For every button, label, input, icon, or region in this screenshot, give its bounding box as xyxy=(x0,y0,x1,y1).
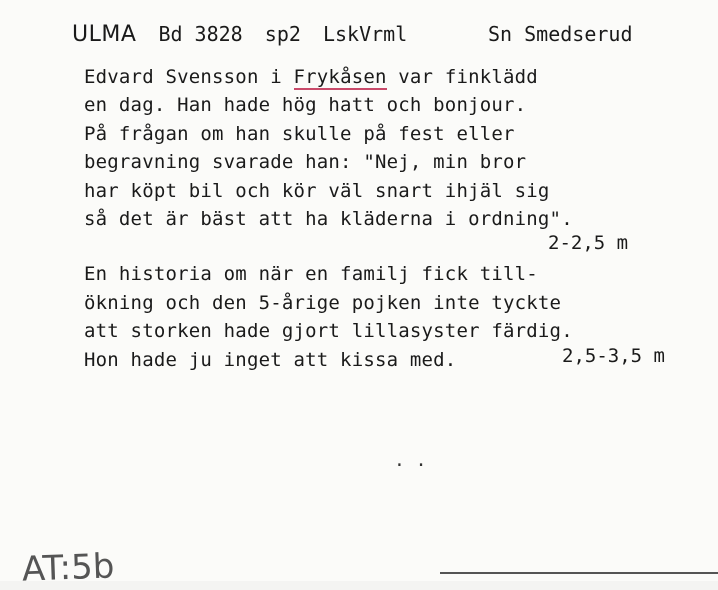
story1-line-3: På frågan om han skulle på fest eller xyxy=(84,123,515,145)
story1-line-1 xyxy=(84,66,538,88)
story1-line-4: begravning svarade han: "Nej, min bror xyxy=(84,151,527,173)
story2-measure: 2,5-3,5 m xyxy=(562,345,665,367)
place-name-underlined: Frykåsen xyxy=(293,66,387,88)
archive-code: ULMA xyxy=(72,22,137,47)
story1-line-6: så det är bäst att ha kläderna i ordning". xyxy=(84,208,573,230)
volume-number: Bd 3828 xyxy=(158,22,243,46)
parish-name: Sn Smedserud xyxy=(488,22,633,46)
story1-line-5: har köpt bil och kör väl snart ihjäl sig xyxy=(84,180,550,202)
story1-line-2: en dag. Han hade hög hatt och bonjour. xyxy=(84,94,527,116)
story1-line-1a: Edvard Svensson i xyxy=(84,66,294,88)
card-header xyxy=(72,22,407,47)
classification-stamp: AT:5b xyxy=(21,546,115,590)
story2-line-4: Hon hade ju inget att kissa med. xyxy=(84,349,457,371)
bottom-edge-line xyxy=(440,572,718,574)
sheet-number: sp2 xyxy=(264,22,301,46)
story2-line-1: En historia om när en familj fick till- xyxy=(84,263,538,285)
story1-line-1b: var finklädd xyxy=(386,66,538,88)
story2-line-3: att storken hade gjort lillasyster färdig. xyxy=(84,320,573,342)
story1-measure: 2-2,5 m xyxy=(548,232,629,254)
district-code: LskVrml xyxy=(322,22,408,46)
story2-line-2: ökning och den 5-årige pojken inte tyckte xyxy=(84,292,562,314)
stray-dots: . . xyxy=(394,450,427,471)
